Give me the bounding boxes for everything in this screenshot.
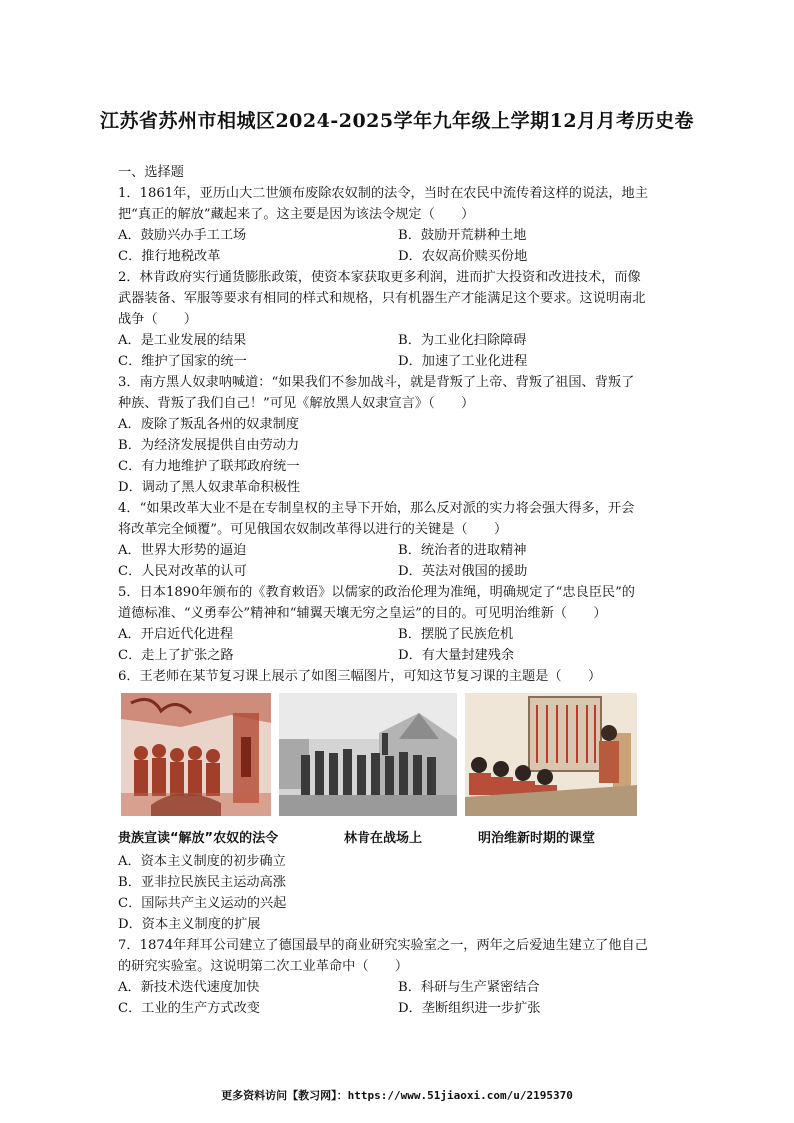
figure-captions — [118, 828, 678, 849]
option-d: D．有大量封建残余 — [398, 648, 515, 663]
question-2 — [118, 267, 678, 372]
question-text: 3．南方黑人奴隶呐喊道：“如果我们不参加战斗，就是背叛了上帝、背叛了祖国、背叛了 — [118, 375, 635, 390]
option-a: A．新技术迭代速度加快 — [118, 980, 260, 995]
option-c: C．工业的生产方式改变 — [118, 1001, 260, 1016]
option-c: C．国际共产主义运动的兴起 — [118, 896, 287, 911]
question-3 — [118, 372, 678, 498]
question-text: 5．日本1890年颁布的《教育敕语》以儒家的政治伦理为准绳，明确规定了“忠良臣民”的 — [118, 585, 635, 600]
option-d: D．英法对俄国的援助 — [398, 564, 528, 579]
option-d: D．加速了工业化进程 — [398, 354, 528, 369]
question-5 — [118, 582, 678, 666]
question-text: 6．王老师在某节复习课上展示了如图三幅图片，可知这节复习课的主题是（ ） — [118, 669, 602, 684]
question-text: 把“真正的解放”藏起来了。这主要是因为该法令规定（ ） — [118, 207, 475, 222]
figure-lincoln-on-battlefield — [279, 693, 457, 816]
question-text: 的研究实验室。这说明第二次工业革命中（ ） — [118, 959, 409, 974]
question-6 — [118, 666, 678, 935]
option-a: A．鼓励兴办手工工场 — [118, 228, 247, 243]
question-text: 武器装备、军服等要求有相同的样式和规格，只有机器生产才能满足这个要求。这说明南北 — [118, 291, 646, 306]
option-b: B．科研与生产紧密结合 — [398, 980, 540, 995]
page-title: 江苏省苏州市相城区2024-2025学年九年级上学期12月月考历史卷 — [99, 110, 695, 132]
option-c: C．推行地税改革 — [118, 249, 221, 264]
question-text: 道德标准、“义勇奉公”精神和“辅翼天壤无穷之皇运”的目的。可见明治维新（ ） — [118, 606, 607, 621]
option-b: B．统治者的进取精神 — [398, 543, 527, 558]
question-text: 4．“如果改革大业不是在专制皇权的主导下开始，那么反对派的实力将会强大得多，开会 — [118, 501, 635, 516]
option-b: B．为工业化扫除障碍 — [398, 333, 527, 348]
question-7 — [118, 935, 678, 1019]
option-a: A．开启近代化进程 — [118, 627, 234, 642]
option-a: A．是工业发展的结果 — [118, 333, 247, 348]
question-1 — [118, 183, 678, 267]
option-d: D．调动了黑人奴隶革命积极性 — [118, 480, 301, 495]
question-text: 种族、背叛了我们自己！”可见《解放黑人奴隶宣言》（ ） — [118, 396, 475, 411]
option-a: A．废除了叛乱各州的奴隶制度 — [118, 417, 299, 432]
option-c: C．维护了国家的统一 — [118, 354, 247, 369]
caption-3: 明治维新时期的课堂 — [478, 831, 596, 846]
figure-nobles-reading-edict — [121, 693, 271, 816]
option-c: C．人民对改革的认可 — [118, 564, 247, 579]
option-c: C．走上了扩张之路 — [118, 648, 234, 663]
caption-1: 贵族宣读“解放”农奴的法令 — [118, 831, 279, 846]
question-text: 7．1874年拜耳公司建立了德国最早的商业研究实验室之一，两年之后爱迪生建立了他自己 — [118, 938, 648, 953]
footer-link[interactable]: 更多资料访问【教习网】：https://www.51jiaoxi.com/u/2195370 — [221, 1089, 573, 1102]
caption-2: 林肯在战场上 — [344, 831, 423, 846]
question-text: 1．1861年，亚历山大二世颁布废除农奴制的法令，当时在农民中流传着这样的说法，地主 — [118, 186, 648, 201]
option-b: B．亚非拉民族民主运动高涨 — [118, 875, 286, 890]
figure-row — [121, 693, 678, 816]
figure-meiji-classroom — [465, 693, 637, 816]
option-b: B．为经济发展提供自由劳动力 — [118, 438, 300, 453]
option-d: D．农奴高价赎买份地 — [398, 249, 528, 264]
question-text: 将改革完全倾覆”。可见俄国农奴制改革得以进行的关键是（ ） — [118, 522, 508, 537]
option-c: C．有力地维护了联邦政府统一 — [118, 459, 300, 474]
option-d: D．垄断组织进一步扩张 — [398, 1001, 541, 1016]
question-text: 2．林肯政府实行通货膨胀政策，使资本家获取更多利润，进而扩大投资和改进技术，而像 — [118, 270, 641, 285]
option-b: B．摆脱了民族危机 — [398, 627, 514, 642]
question-4 — [118, 498, 678, 582]
section-heading: 一、选择题 — [118, 165, 184, 180]
option-a: A．资本主义制度的初步确立 — [118, 854, 286, 869]
option-a: A．世界大形势的逼迫 — [118, 543, 247, 558]
question-list — [118, 162, 678, 1019]
option-d: D．资本主义制度的扩展 — [118, 917, 261, 932]
question-text: 战争（ ） — [118, 312, 198, 327]
option-b: B．鼓励开荒耕种土地 — [398, 228, 527, 243]
